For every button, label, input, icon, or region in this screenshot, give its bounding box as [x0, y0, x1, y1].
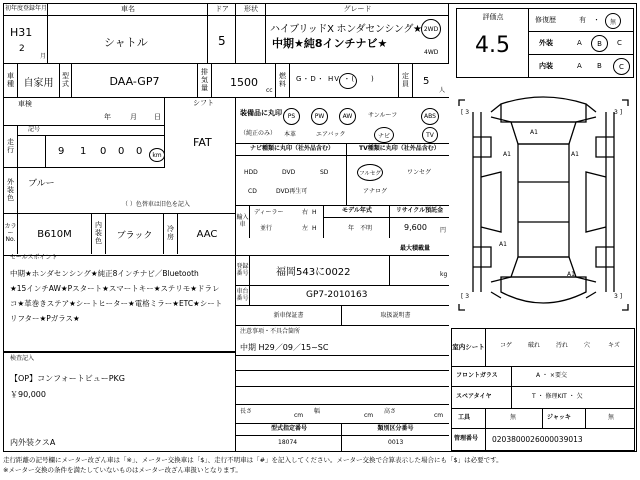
exterior-color: ブルー — [28, 179, 55, 189]
digit-5: 0 — [136, 146, 143, 157]
seat-scratch: キズ — [608, 342, 620, 349]
tv-fullseg: フルセグ — [359, 170, 381, 177]
repair-row — [529, 9, 633, 32]
exterior-a: A — [577, 39, 582, 47]
sunroof-label: サンルーフ — [368, 112, 398, 119]
tv-type-cell — [347, 144, 449, 206]
repair-label: 修復歴 — [535, 16, 556, 24]
row-vehicle-kind — [4, 64, 449, 98]
repair-yes: 有 — [579, 16, 586, 24]
parallel-label: 並行 — [260, 225, 273, 232]
manual-label: 取扱説明書 — [380, 311, 411, 319]
first-registration-cell — [4, 4, 48, 64]
type-cert-cell — [236, 424, 342, 451]
record-label: 記号 — [28, 126, 41, 133]
tv-oneseg: ワンセグ — [407, 169, 432, 176]
aw-label: AW — [342, 113, 353, 120]
tv-label: TV — [426, 131, 434, 139]
tools-row — [452, 409, 634, 429]
drive-2wd: 2WD — [423, 25, 439, 33]
mark-a1-rear-right: A1 — [567, 271, 575, 278]
exterior-color-row — [4, 168, 236, 214]
footer-line-2: ※メーター交換の条件を満たしていないものはメーター改ざん車扱いとなります。 — [3, 466, 242, 474]
car-outline-svg — [451, 82, 636, 326]
navi-label: ナビ — [377, 132, 390, 140]
shift-label: シフト — [193, 99, 214, 107]
seat-burn: コゲ — [500, 342, 513, 349]
capacity-cell — [413, 64, 449, 98]
dimensions-row — [236, 404, 449, 424]
digit-2: 1 — [80, 146, 87, 157]
displacement-cell — [212, 64, 276, 98]
max-load-cell — [390, 242, 449, 286]
spare-row — [452, 387, 634, 409]
navi-cd: CD — [248, 188, 257, 195]
seat-stain: 汚れ — [556, 342, 569, 349]
first-reg-year: H31 — [10, 26, 33, 39]
footer-line-1: 走行距離の記号欄にメーター改ざん車は「※」、メーター交換車は「$」、走行不明車は「#」を記入してください。メーター交換で合算表示した場合にも「$」は必要です。 — [3, 456, 503, 464]
interior-b: B — [597, 62, 602, 70]
exterior-grade-row — [529, 32, 633, 55]
glass-row — [452, 367, 634, 387]
navi-dvd-play: DVD再生可 — [276, 188, 308, 195]
sales-line-3: コ★革巻きステア★シートヒーター★電格ミラー★ETC★シート — [10, 299, 223, 308]
recycle-yen: 円 — [440, 227, 447, 234]
car-name-cell — [48, 4, 208, 64]
repair-no-circle — [605, 13, 621, 29]
inspector-line-2: ￥90,000 — [10, 390, 46, 399]
color-code-label: カラーNo. — [4, 214, 18, 254]
mark-a1-rear-left: A1 — [499, 241, 507, 248]
seat-hole: 穴 — [584, 342, 591, 349]
type-cert-row — [236, 424, 449, 451]
mileage-digits — [18, 136, 164, 168]
mgmt-value: 0203800026000039013 — [492, 435, 583, 444]
max-load-unit: kg — [440, 271, 448, 278]
capacity-label: 定員 — [399, 64, 413, 98]
bracket-mark-bl: [ 3 — [461, 293, 470, 300]
notes-text: 中期 H29／09／15~SC — [240, 343, 329, 352]
ps-label: PS — [287, 113, 296, 120]
shift-cell — [164, 98, 236, 168]
capacity-value: 5 — [423, 76, 430, 87]
tv-type-title: TV種類に丸印（社外品含む） — [347, 144, 449, 156]
grade-label: グレード — [266, 4, 449, 16]
model-year-cell — [324, 206, 390, 238]
score-label: 評価点 — [482, 13, 504, 21]
tv-analog: アナログ — [363, 188, 388, 195]
ps-circle — [283, 108, 300, 125]
chassis-label: 車台番号 — [236, 286, 250, 306]
equipment-block — [236, 98, 449, 256]
glass-label: フロントガラス — [452, 367, 512, 387]
repair-no: 無 — [609, 18, 616, 26]
digit-3: 0 — [100, 146, 107, 157]
inspector-line-1: 【OP】コンフォートビューPKG — [10, 374, 125, 383]
model-label: 型式 — [60, 64, 72, 98]
grade-line-2: 中期★純8インチナビ★ — [272, 37, 388, 50]
airbag-label: エアバック — [316, 131, 346, 138]
chassis-number: GP7-2010163 — [306, 290, 368, 300]
shift-value: FAT — [193, 136, 212, 149]
color-change-note: （ ）色替車は旧色を記入 — [122, 201, 190, 208]
pw-label: PW — [314, 113, 325, 120]
score-panel — [456, 8, 634, 78]
jack-value: 無 — [608, 414, 615, 421]
mark-a1-hood: A1 — [530, 129, 538, 136]
fuel-options: G・D・ HV ・( ) — [296, 75, 375, 83]
interior-color: ブラック — [106, 214, 164, 254]
displacement-label: 排気量 — [198, 64, 212, 98]
seat-tear: 破れ — [528, 342, 541, 349]
score-value: 4.5 — [475, 33, 510, 58]
equipment-icons — [236, 98, 449, 144]
car-name-label: 車名 — [48, 4, 208, 16]
record-box — [18, 136, 46, 168]
notes-title: 注意事項・不具合箇所 — [240, 328, 301, 335]
first-reg-month: 2 — [19, 44, 25, 54]
mileage-row — [4, 126, 164, 168]
handle-l: H — [312, 225, 317, 232]
mgmt-row — [452, 429, 634, 450]
fuel-label: 燃料 — [276, 64, 290, 98]
footer-notes — [3, 455, 637, 475]
abs-circle — [421, 108, 439, 125]
cc-unit: cc — [266, 87, 273, 94]
class-cell — [342, 424, 449, 451]
navi-circle — [374, 127, 394, 143]
inspector-bottom: 内外装クスA — [10, 438, 56, 447]
notes-line-2 — [236, 370, 449, 371]
chassis-row — [236, 286, 449, 306]
model-value: DAA-GP7 — [72, 64, 198, 98]
import-label: 輸入車 — [236, 206, 250, 238]
car-name: シャトル — [104, 36, 148, 49]
mark-a1-right: A1 — [571, 151, 579, 158]
glass-value: A ・ ×要交 — [536, 372, 567, 379]
recycle-cell — [390, 206, 449, 238]
mark-a1-left: A1 — [503, 151, 511, 158]
doors-value: 5 — [218, 34, 226, 48]
mileage-header — [18, 126, 164, 136]
width-label: 幅 — [314, 408, 321, 415]
notes-line-1 — [236, 355, 449, 356]
inspector-lines — [10, 371, 125, 403]
interior-color-label: 内装色 — [92, 214, 106, 254]
shaken-year: 年 — [104, 113, 111, 121]
reg-number-label: 登録番号 — [236, 256, 250, 286]
import-options — [250, 206, 324, 238]
spare-value: T ・ 修理KIT ・ 欠 — [532, 393, 583, 400]
inspector-block — [4, 352, 236, 451]
width-unit: cm — [364, 412, 374, 419]
doors-cell — [208, 4, 236, 64]
notes-line-3 — [236, 386, 449, 387]
interior-c: C — [619, 62, 624, 71]
sales-point-block — [4, 256, 236, 352]
condition-table — [451, 328, 635, 451]
recycle-label: リサイクル預託金 — [390, 206, 449, 218]
seat-row — [452, 329, 634, 367]
sales-line-2: ★15インチAW★Pスタート★スマートキー★ステリモ★ドラレ — [10, 284, 220, 293]
max-load-label: 最大積載量 — [400, 245, 431, 252]
spare-label: スペアタイヤ — [452, 387, 512, 409]
tv-circle — [422, 127, 438, 143]
exterior-c: C — [617, 39, 622, 47]
grade-line-1: ハイブリッドX ホンダセンシング★ — [270, 24, 422, 35]
color-code-row — [4, 214, 236, 254]
navi-type-cell — [236, 144, 347, 206]
first-reg-label: 初年度登録年月 — [4, 4, 48, 16]
class-value: 0013 — [388, 439, 404, 446]
fuel-hv-circle — [339, 73, 357, 89]
fullseg-circle — [357, 164, 383, 181]
score-box — [457, 9, 529, 77]
shaken-month: 月 — [130, 113, 137, 121]
bracket-mark-tr: 3 ] — [614, 109, 623, 116]
jack-label: ジャッキ — [542, 409, 586, 429]
exterior-color-label: 外装色 — [4, 168, 18, 214]
navi-sd: SD — [320, 169, 329, 176]
month-unit: 月 — [40, 53, 47, 60]
color-code: B610M — [18, 214, 92, 254]
km-unit: km — [152, 151, 162, 159]
digit-1: 9 — [58, 146, 65, 157]
vehicle-kind: 自家用 — [18, 64, 60, 98]
pw-circle — [311, 108, 328, 125]
type-cert-label: 型式指定番号 — [236, 424, 342, 436]
shape-cell — [236, 4, 266, 64]
sales-line-1: 中期★ホンダセンシング★純正8インチナビ／Bluetooth — [10, 269, 199, 278]
sep: ・ — [593, 16, 600, 24]
sales-line-4: リフター★Pガラス★ — [10, 314, 80, 323]
equipment-subtitle: （純正のみ） — [240, 130, 277, 137]
docs-row — [236, 306, 449, 326]
exterior-b-circle — [591, 35, 608, 52]
exterior-b: B — [597, 39, 602, 48]
sales-lines — [10, 266, 222, 326]
left-hand: 左 — [302, 225, 309, 232]
navi-dvd: DVD — [282, 169, 296, 176]
bracket-mark-tl: [ 3 — [461, 109, 470, 116]
length-unit: cm — [294, 412, 304, 419]
interior-c-circle — [613, 58, 630, 75]
bracket-mark-br: 3 ] — [614, 293, 623, 300]
shape-label: 形状 — [236, 4, 266, 16]
model-year-unknown: 年 不明 — [348, 225, 373, 232]
interior-label: 内装 — [539, 62, 553, 70]
displacement-value: 1500 — [230, 76, 258, 89]
ac-label: 冷房 — [164, 214, 178, 254]
damage-diagram — [451, 82, 636, 326]
class-label: 類別区分番号 — [342, 424, 449, 436]
tools-label: 工具 — [452, 409, 486, 429]
shaken-row — [4, 100, 164, 126]
reg-number: 福岡543に0022 — [276, 267, 351, 278]
handle-r: H — [312, 209, 317, 216]
drive-4wd: 4WD — [424, 49, 439, 56]
height-unit: cm — [434, 412, 444, 419]
sales-title: セールスポイント — [10, 254, 58, 261]
auction-sheet — [3, 3, 637, 452]
recycle-value: 9,600 — [404, 223, 427, 232]
doors-label: ドア — [208, 4, 236, 16]
aw-circle — [339, 108, 356, 125]
equipment-title: 装備品に丸印 — [240, 109, 282, 117]
warranty-label: 新車保証書 — [236, 306, 342, 326]
mileage-label: 走行 — [4, 126, 18, 168]
km-circle — [149, 148, 165, 162]
interior-a: A — [577, 62, 582, 70]
abs-label: ABS — [424, 113, 436, 120]
navi-hdd: HDD — [244, 169, 258, 176]
model-year-label: モデル年式 — [324, 206, 390, 218]
navi-type-title: ナビ種類に丸印（社外品含む） — [236, 144, 347, 156]
notes-cell — [236, 326, 449, 404]
type-cert-value: 18074 — [278, 439, 298, 446]
capacity-unit: 人 — [439, 87, 446, 94]
reg-number-row — [236, 256, 390, 286]
length-label: 長さ — [240, 408, 253, 415]
interior-grade-row — [529, 55, 633, 77]
leather-label: 本革 — [284, 131, 297, 138]
tools-value: 無 — [510, 414, 517, 421]
seat-label: 室内シート — [452, 329, 486, 367]
exterior-label: 外装 — [539, 39, 553, 47]
shaken-day: 日 — [154, 113, 161, 121]
digit-4: 0 — [118, 146, 125, 157]
ac-value: AAC — [196, 228, 218, 240]
drive-2wd-circle — [421, 19, 441, 39]
grade-cell — [266, 4, 449, 64]
vehicle-kind-label: 車種 — [4, 64, 18, 98]
inspection-block — [4, 98, 236, 256]
right-hand: 右 — [302, 209, 309, 216]
shaken-label: 車検 — [18, 100, 32, 108]
mgmt-label: 管理番号 — [452, 429, 486, 450]
dealer-label: ディーラー — [254, 209, 284, 216]
height-label: 高さ — [384, 408, 397, 415]
inspector-title: 検査記入 — [10, 355, 35, 362]
fuel-cell — [290, 64, 399, 98]
